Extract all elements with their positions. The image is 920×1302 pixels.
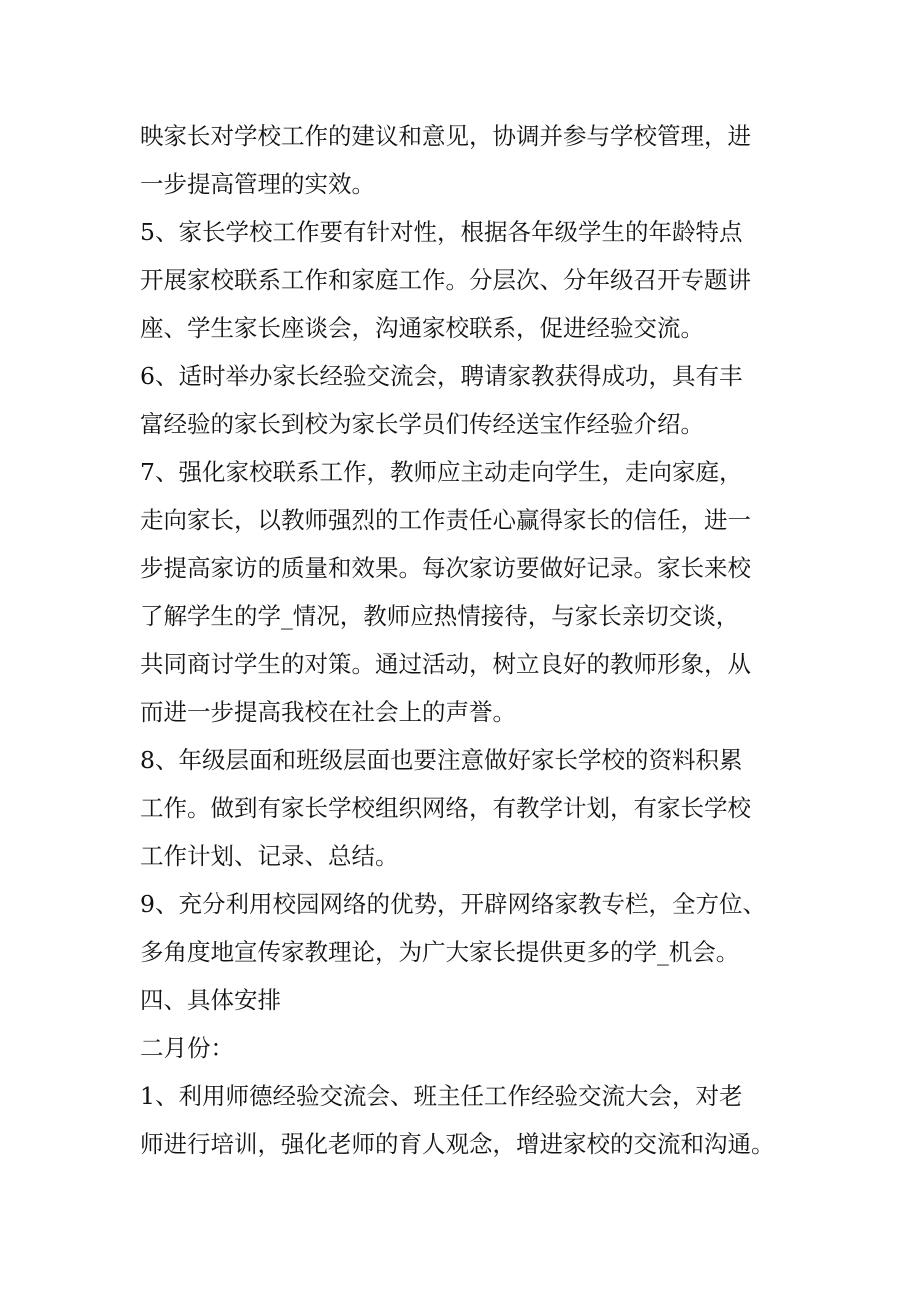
text-line: 了解学生的学_情况，教师应热情接待，与家长亲切交谈， <box>140 602 740 630</box>
text-line: 步提高家访的质量和效果。每次家访要做好记录。家长来校 <box>140 554 751 582</box>
text-line: 而进一步提高我校在社会上的声誉。 <box>140 698 516 726</box>
text-line: 一步提高管理的实效。 <box>140 170 375 198</box>
text-line: 1、利用师德经验交流会、班主任工作经验交流大会，对老 <box>140 1082 743 1110</box>
text-line: 6、适时举办家长经验交流会，聘请家教获得成功，具有丰 <box>140 362 743 390</box>
subsection-heading: 二月份： <box>140 1034 234 1062</box>
text-line: 工作计划、记录、总结。 <box>140 842 399 870</box>
text-line: 5、家长学校工作要有针对性，根据各年级学生的年龄特点 <box>140 218 743 246</box>
text-line: 师进行培训，强化老师的育人观念，增进家校的交流和沟通。 <box>140 1130 775 1158</box>
text-line: 开展家校联系工作和家庭工作。分层次、分年级召开专题讲 <box>140 266 751 294</box>
text-line: 7、强化家校联系工作，教师应主动走向学生，走向家庭， <box>140 458 743 486</box>
text-line: 8、年级层面和班级层面也要注意做好家长学校的资料积累 <box>140 746 743 774</box>
text-line: 富经验的家长到校为家长学员们传经送宝作经验介绍。 <box>140 410 704 438</box>
text-line: 9、充分利用校园网络的优势，开辟网络家教专栏，全方位、 <box>140 890 766 918</box>
text-line: 座、学生家长座谈会，沟通家校联系，促进经验交流。 <box>140 314 704 342</box>
text-line: 走向家长，以教师强烈的工作责任心赢得家长的信任，进一 <box>140 506 751 534</box>
text-line: 工作。做到有家长学校组织网络，有教学计划，有家长学校 <box>140 794 751 822</box>
text-line: 映家长对学校工作的建议和意见，协调并参与学校管理，进 <box>140 122 751 150</box>
text-line: 共同商讨学生的对策。通过活动，树立良好的教师形象，从 <box>140 650 751 678</box>
section-heading: 四、具体安排 <box>140 986 281 1014</box>
text-line: 多角度地宣传家教理论，为广大家长提供更多的学_机会。 <box>140 938 740 966</box>
document-body <box>140 112 790 1168</box>
